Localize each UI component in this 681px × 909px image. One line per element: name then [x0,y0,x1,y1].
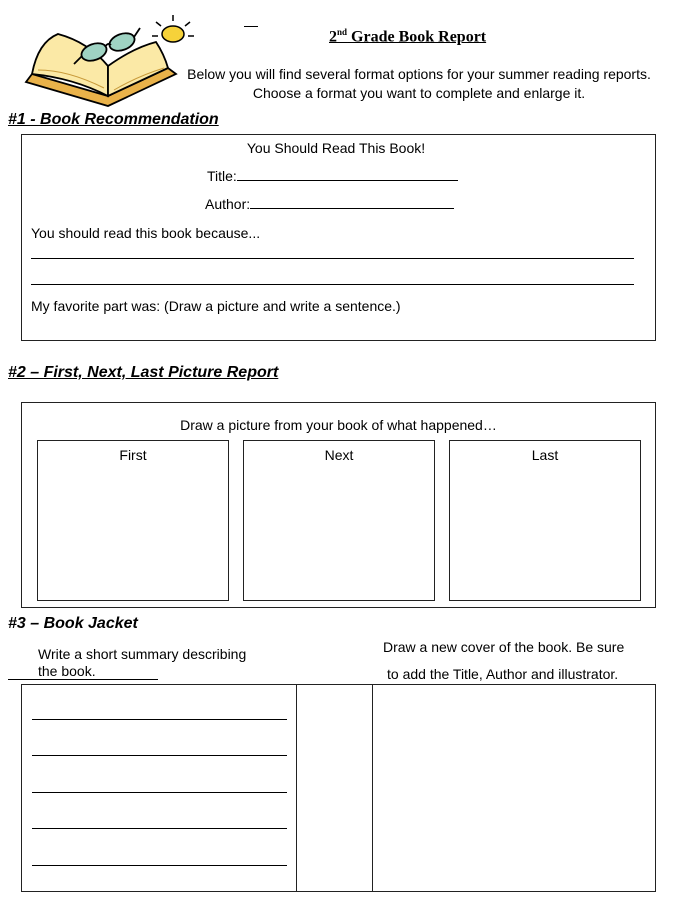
favorite-part-label: My favorite part was: (Draw a picture and write a sentence.) [31,298,401,314]
panel-next-label: Next [324,447,354,463]
author-field: Author: [205,196,454,212]
panel-next [243,440,435,601]
summary-underline [8,679,158,680]
sun-icon [152,15,194,42]
because-label: You should read this book because... [31,225,261,241]
recommendation-title: You Should Read This Book! [246,140,426,156]
panel-last [449,440,641,601]
summary-line [32,792,287,793]
summary-line [32,828,287,829]
answer-line [31,258,634,259]
intro-text: Below you will find several format options for your summer reading reports. Choose a format you want to complete and enlarge it. [187,66,651,101]
section1-heading: #1 - Book Recommendation [8,111,219,128]
book-jacket-box [21,684,656,892]
section3-heading: #3 – Book Jacket [8,615,138,632]
header-dash [244,26,258,27]
section2-heading: #2 – First, Next, Last Picture Report [8,364,279,381]
panel-first [37,440,229,601]
jacket-spine-divider-left [296,684,297,892]
picture-instruction: Draw a picture from your book of what happened… [180,417,497,433]
book-clipart-icon [18,12,198,112]
jacket-spine-divider-right [372,684,373,892]
summary-line [32,755,287,756]
cover-instruction-line2: to add the Title, Author and illustrator. [387,666,619,682]
title-field: Title: [207,168,458,184]
panel-first-label: First [119,447,147,463]
summary-line [32,719,287,720]
answer-line [31,284,634,285]
summary-instruction-line1: Write a short summary describing [38,646,247,662]
summary-line [32,865,287,866]
summary-instruction-line2: the book. [38,663,96,679]
panel-last-label: Last [531,447,559,463]
page-title: 2nd Grade Book Report [329,27,487,46]
cover-instruction-line1: Draw a new cover of the book. Be sure [383,639,625,655]
